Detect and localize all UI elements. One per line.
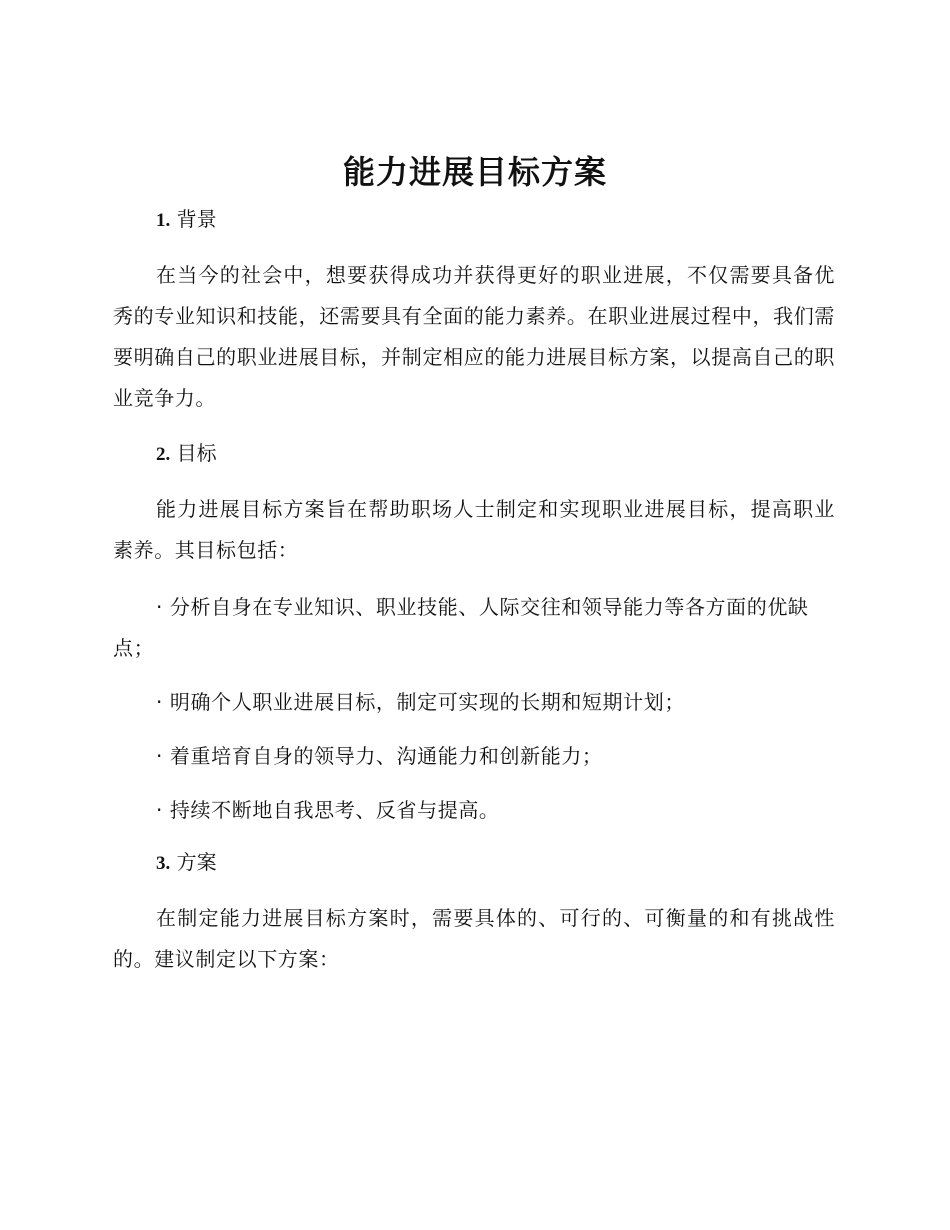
- document-title: 能力进展目标方案: [342, 153, 607, 191]
- goal-bullet-item: · 分析自身在专业知识、职业技能、人际交往和领导能力等各方面的优缺点；: [113, 595, 809, 660]
- section-heading-plan: [113, 844, 835, 882]
- goal-bullet-item: · 明确个人职业进展目标，制定可实现的长期和短期计划；: [156, 690, 685, 714]
- background-paragraph: 在当今的社会中，想要获得成功并获得更好的职业进展，不仅需要具备优秀的专业知识和技能，还需要具有全面的能力素养。在职业进展过程中，我们需要明确自己的职业进展目标，并制定相应的能力进展目标方案，以提高自己的职业竞争力。: [113, 263, 835, 410]
- section-title: 目标: [176, 441, 217, 465]
- document-body: [113, 201, 835, 980]
- section-title: 方案: [176, 850, 217, 874]
- section-number: 2.: [156, 444, 171, 465]
- goal-bullet-item: · 持续不断地自我思考、反省与提高。: [156, 798, 500, 822]
- section-number: 3.: [156, 853, 171, 874]
- plan-paragraph: 在制定能力进展目标方案时，需要具体的、可行的、可衡量的和有挑战性的。建议制定以下方案：: [113, 906, 835, 971]
- section-title: 背景: [176, 207, 217, 231]
- goal-bullet-item: · 着重培育自身的领导力、沟通能力和创新能力；: [156, 744, 603, 768]
- goals-paragraph: 能力进展目标方案旨在帮助职场人士制定和实现职业进展目标，提高职业素养。其目标包括：: [113, 497, 835, 562]
- section-heading-goals: [113, 435, 835, 473]
- section-heading-background: [113, 201, 835, 239]
- section-number: 1.: [156, 210, 171, 231]
